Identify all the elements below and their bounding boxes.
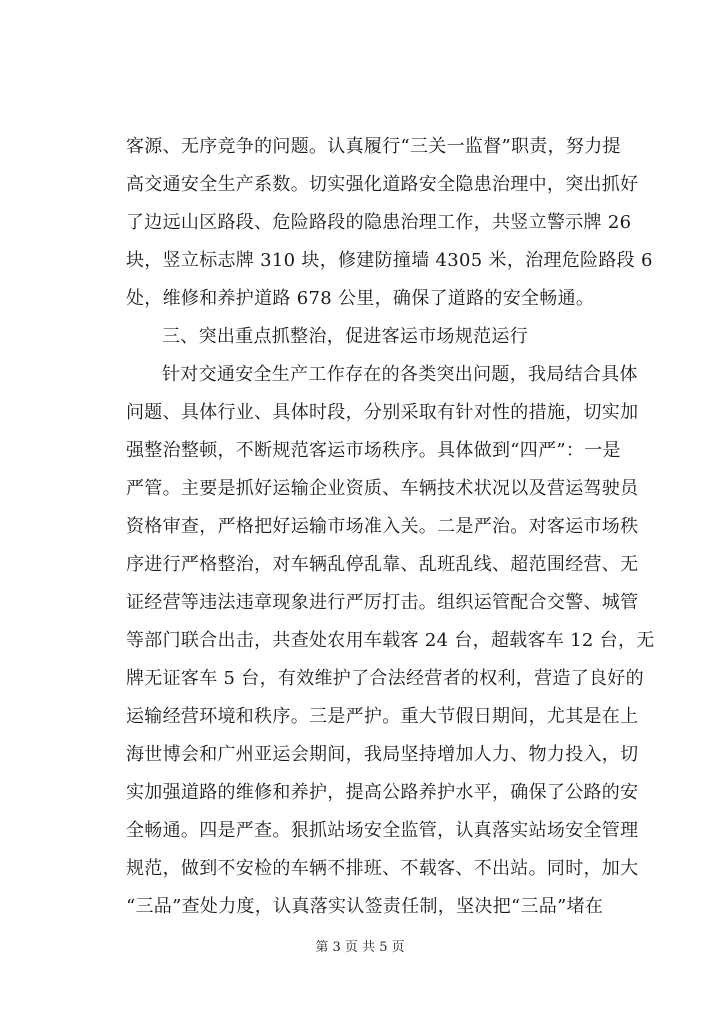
text-line: 客源、无序竞争的问题。认真履行“三关一监督”职责，努力提 xyxy=(126,136,621,157)
page-footer: 第 3 页 共 5 页 xyxy=(315,940,405,955)
text-line: 针对交通安全生产工作存在的各类突出问题，我局结合具体 xyxy=(162,364,638,385)
text-line: 了边远山区路段、危险路段的隐患治理工作，共竖立警示牌 26 xyxy=(126,212,632,233)
text-line: “三品”查处力度，认真落实认签责任制，坚决把“三品”堵在 xyxy=(126,896,604,917)
text-line: 问题、具体行业、具体时段，分别采取有针对性的措施，切实加 xyxy=(126,402,639,423)
document-body xyxy=(126,128,655,926)
text-line: 处，维修和养护道路 678 公里，确保了道路的安全畅通。 xyxy=(126,288,595,309)
text-line: 严管。主要是抓好运输企业资质、车辆技术状况以及营运驾驶员 xyxy=(126,478,639,499)
text-line: 等部门联合出击，共查处农用车载客 24 台，超载客车 12 台，无 xyxy=(126,630,655,651)
text-line: 海世博会和广州亚运会期间，我局坚持增加人力、物力投入，切 xyxy=(126,744,639,765)
text-line: 牌无证客车 5 台，有效维护了合法经营者的权利，营造了良好的 xyxy=(126,668,644,689)
text-line: 块，竖立标志牌 310 块，修建防撞墙 4305 米，治理危险路段 6 xyxy=(126,250,653,271)
text-line: 全畅通。四是严查。狠抓站场安全监管，认真落实站场安全管理 xyxy=(126,820,639,841)
section-heading: 三、突出重点抓整治，促进客运市场规范运行 xyxy=(162,326,528,347)
text-line: 资格审查，严格把好运输市场准入关。二是严治。对客运市场秩 xyxy=(126,516,639,537)
text-line: 序进行严格整治，对车辆乱停乱靠、乱班乱线、超范围经营、无 xyxy=(126,554,639,575)
text-line: 强整治整顿，不断规范客运市场秩序。具体做到“四严”：一是 xyxy=(126,440,621,461)
text-line: 证经营等违法违章现象进行严厉打击。组织运管配合交警、城管 xyxy=(126,592,639,613)
text-line: 高交通安全生产系数。切实强化道路安全隐患治理中，突出抓好 xyxy=(126,174,639,195)
text-line: 实加强道路的维修和养护，提高公路养护水平，确保了公路的安 xyxy=(126,782,639,803)
text-line: 运输经营环境和秩序。三是严护。重大节假日期间，尤其是在上 xyxy=(126,706,639,727)
text-line: 规范，做到不安检的车辆不排班、不载客、不出站。同时，加大 xyxy=(126,858,639,879)
